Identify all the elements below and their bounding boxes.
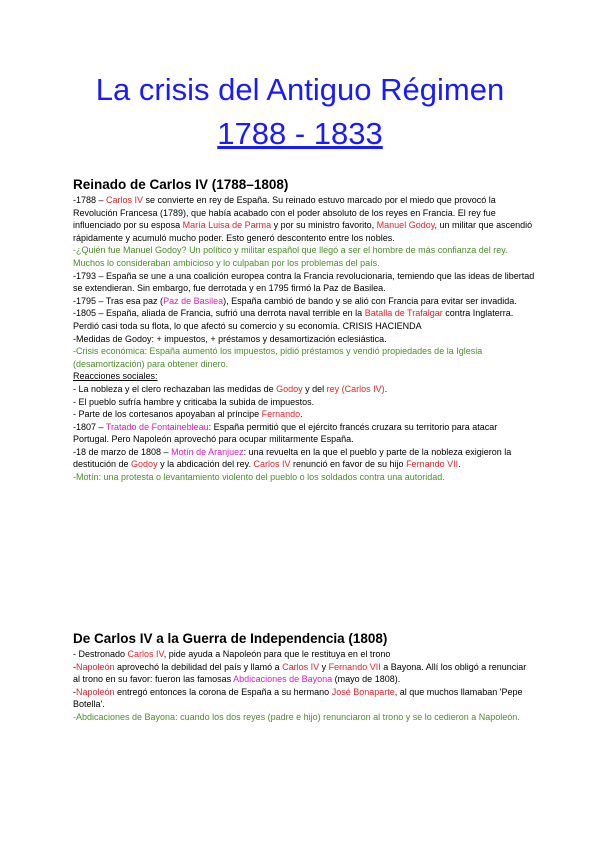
text-run: . [300, 409, 303, 420]
text-run: , al que muchos llamaban 'Pepe Botella'. [73, 686, 523, 710]
highlighted-text: -¿Quién fue Manuel Godoy? Un político y militar español que llegó a ser el hombre de más confianza del rey. Muchos lo consideraban ambicioso y lo culpaban por los problemas del país. [73, 245, 508, 268]
text-run: (mayo de 1808). [332, 674, 401, 685]
highlighted-text: Batalla de Trafalgar [364, 308, 443, 319]
paragraph [73, 307, 535, 332]
paragraph [73, 244, 535, 269]
text-run: y del [302, 383, 327, 394]
highlighted-text: Carlos IV [253, 459, 291, 470]
highlighted-text: Abdicaciones de Bayona [233, 674, 333, 685]
text-run: a Bayona. Allí los obligó a renunciar al trono en su favor: fueron las famosas [73, 661, 527, 685]
text-run: -1805 – España, aliada de Francia, sufrió una derrota naval terrible en la [73, 308, 365, 319]
highlighted-text: Tratado de Fontainebleau [105, 421, 209, 432]
text-run: - [73, 661, 76, 672]
section-body-guerra [73, 648, 535, 724]
highlighted-text: Reacciones sociales: [73, 371, 158, 382]
highlighted-text: rey (Carlos IV) [326, 383, 385, 394]
highlighted-text: Napoleón [76, 686, 115, 697]
highlighted-text: -Motín: una protesta o levantamiento violento del pueblo o los soldados contra una autoridad. [73, 472, 445, 483]
text-run: entregó entonces la corona de España a su hermano [114, 686, 332, 697]
text-run: : España permitió que el ejército francés cruzara su territorio para atacar Portugal. Pero Napoleón aprovechó para ocupar militarmente España. [73, 421, 498, 445]
paragraph [73, 333, 535, 346]
text-run: aprovechó la debilidad del país y llamó a [114, 661, 283, 672]
paragraph [73, 270, 535, 295]
text-run: ), España cambió de bando y se alió con Francia para evitar ser invadida. [223, 295, 517, 306]
subheading-reacciones [73, 370, 535, 383]
highlighted-text: Carlos IV [127, 649, 164, 659]
document-date-range: 1788 - 1833 [217, 116, 383, 151]
text-run: y [319, 661, 329, 672]
paragraph [73, 686, 535, 711]
paragraph [73, 345, 535, 370]
text-run: . [458, 459, 461, 470]
text-run: -18 de marzo de 1808 – [73, 446, 172, 457]
section-heading-guerra: De Carlos IV a la Guerra de Independencia (1808) [73, 631, 388, 646]
paragraph [73, 295, 535, 308]
highlighted-text: -Abdicaciones de Bayona: cuando los dos reyes (padre e hijo) renunciaron al trono y se lo cedieron a Napoleón. [73, 711, 520, 722]
text-run: - El pueblo sufría hambre y criticaba la subida de impuestos. [73, 396, 315, 407]
highlighted-text: Motín de Aranjuez [171, 446, 244, 457]
highlighted-text: Fernando VII [406, 459, 459, 470]
text-run: - Parte de los cortesanos apoyaban al príncipe [73, 409, 262, 420]
text-run: . [384, 383, 388, 394]
highlighted-text: Godoy [131, 459, 158, 470]
document-title: La crisis del Antiguo Régimen [95, 72, 505, 107]
highlighted-text: Napoleón [76, 661, 115, 672]
section-heading-reinado: Reinado de Carlos IV (1788–1808) [73, 177, 289, 192]
text-run: -1795 – Tras esa paz ( [73, 295, 164, 306]
text-run: -Medidas de Godoy: + impuestos, + préstamos y desamortización eclesiástica. [73, 333, 387, 344]
paragraph [73, 661, 535, 686]
text-run: contra Inglaterra. Perdió casi toda su flota, lo que afectó su comercio y su economía. CRISIS HACIENDA [73, 308, 514, 331]
paragraph [73, 194, 535, 244]
highlighted-text: María Luisa de Parma [182, 220, 272, 231]
highlighted-text: Carlos IV [106, 195, 144, 205]
highlighted-text: -Crisis económica: España aumentó los impuestos, pidió préstamos y vendió propiedades de la Iglesia (desamortización) para obtener dinero. [73, 346, 483, 369]
text-run: -1807 – [73, 421, 106, 432]
highlighted-text: José Bonaparte [331, 686, 395, 697]
highlighted-text: Carlos IV [282, 661, 320, 672]
text-run: y por su ministro favorito, [271, 220, 377, 231]
text-run: renunció en favor de su hijo [290, 459, 407, 470]
text-run: , un militar que ascendió rápidamente y acumuló mucho poder. Esto generó descontento entre los nobles. [73, 220, 533, 243]
text-run: - Destronado [73, 649, 128, 659]
text-run: se convierte en rey de España. Su reinado estuvo marcado por el miedo que provocó la Revolución Francesa (1789), que había acabado con el poder absoluto de los reyes en Francia. El rey fue influenciado por su esposa [73, 195, 496, 231]
highlighted-text: Fernando [261, 409, 301, 420]
paragraph [73, 648, 535, 661]
highlighted-text: Manuel Godoy [376, 220, 435, 231]
text-run: -1788 – [73, 195, 107, 205]
highlighted-text: Godoy [276, 383, 303, 394]
text-run: , pide ayuda a Napoleón para que le restituya en el trono [163, 649, 391, 659]
paragraph [73, 421, 535, 446]
paragraph [73, 711, 535, 724]
section-body-reinado [73, 194, 535, 484]
text-run: y la abdicación del rey. [157, 459, 254, 470]
text-run: - [73, 686, 76, 697]
highlighted-text: Fernando VII [328, 661, 381, 672]
paragraph [73, 446, 535, 471]
highlighted-text: Paz de Basilea [163, 295, 224, 306]
text-run: : una revuelta en la que el pueblo y parte de la nobleza exigieron la destitución de [73, 446, 512, 470]
paragraph [73, 471, 535, 484]
text-run: -1793 – España se une a una coalición europea contra la Francia revolucionaria, temiendo que las ideas de libertad se extendieran. Sin embargo, fue derrotada y en 1795 firmó la Paz de Basilea. [73, 270, 535, 294]
paragraph [73, 396, 535, 409]
text-run: - La nobleza y el clero rechazaban las medidas de [73, 383, 277, 394]
paragraph [73, 383, 535, 396]
paragraph [73, 408, 535, 421]
